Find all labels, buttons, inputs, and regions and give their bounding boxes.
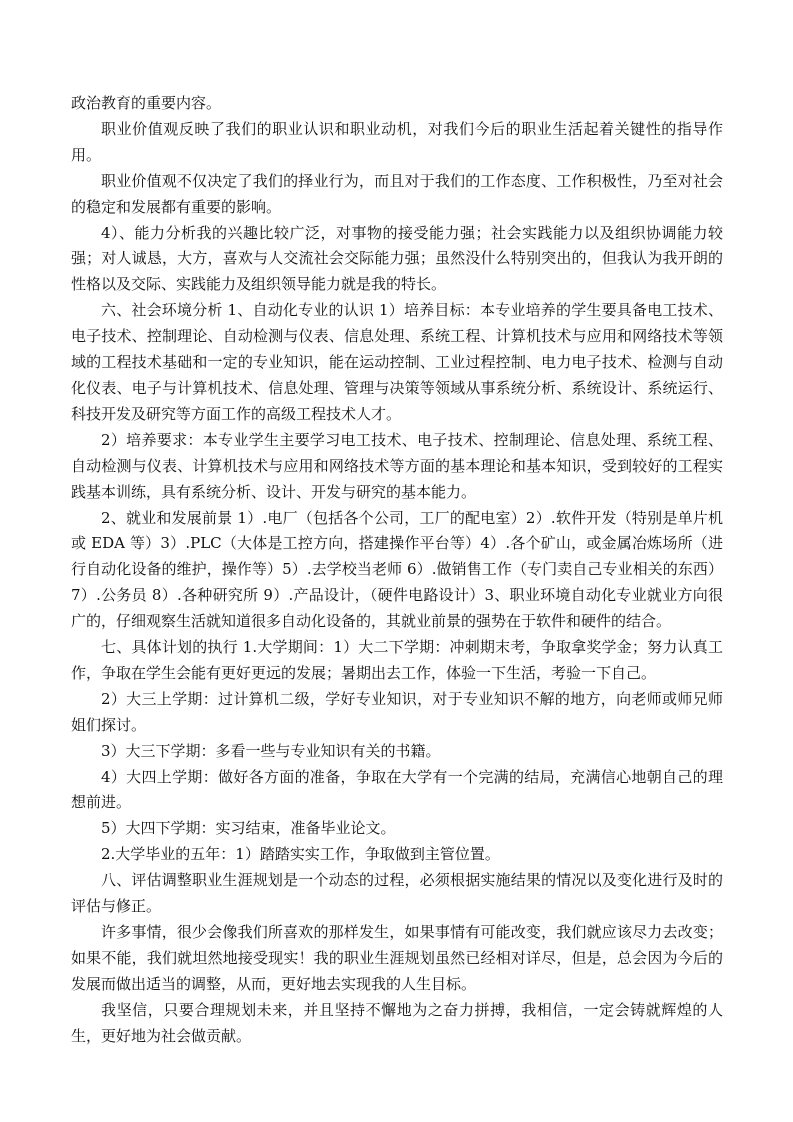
paragraph-5: 六、社会环境分析 1、自动化专业的认识 1）培养目标：本专业培养的学生要具备电工技术、电子技术、控制理论、自动检测与仪表、信息处理、系统工程、计算机技术与应用和网络技术等领域的工程技术基础和一定的专业知识，能在运动控制、工业过程控制、电力电子技术、检测与自动化仪表、电子与计算机技术、信息处理、管理与决策等领域从事系统分析、系统设计、系统运行、科技开发及研究等方面工作的高级工程技术人才。 bbox=[71, 301, 723, 423]
paragraph-13: 2.大学毕业的五年：1）踏踏实实工作，争取做到主管位置。 bbox=[101, 845, 500, 864]
paragraph-10: 3）大三下学期：多看一些与专业知识有关的书籍。 bbox=[101, 741, 441, 760]
paragraph-7: 2、就业和发展前景 1）.电厂（包括各个公司，工厂的配电室）2）.软件开发（特别是单片机或 EDA 等）3）.PLC（大体是工控方向，搭建操作平台等）4）.各个矿山，或金属冶炼场所（进行自动化设备的维护，操作等）5）.去学校当老师 6）.做销售工作（专门卖自己专业相关的东西）7）.公务员 8）.各种研究所 9）.产品设计，（硬件电路设计）3、职业环境自动化专业就业方向很广的，仔细观察生活就知道很多自动化设备的，其就业前景的强势在于软件和硬件的结合。 bbox=[71, 508, 723, 631]
document-body bbox=[71, 91, 723, 1050]
paragraph-3: 职业价值观不仅决定了我们的择业行为，而且对于我们的工作态度、工作积极性，乃至对社会的稳定和发展都有重要的影响。 bbox=[71, 171, 723, 216]
paragraph-14: 八、评估调整职业生涯规划是一个动态的过程，必须根据实施结果的情况以及变化进行及时的评估与修正。 bbox=[71, 871, 723, 916]
paragraph-8: 七、具体计划的执行 1.大学期间：1）大二下学期：冲刺期末考，争取拿奖学金；努力认真工作，争取在学生会能有更好更远的发展；暑期出去工作，体验一下生活，考验一下自己。 bbox=[71, 638, 723, 682]
paragraph-4: 4）、能力分析我的兴趣比较广泛，对事物的接受能力强；社会实践能力以及组织协调能力较强；对人诚恳，大方，喜欢与人交流社会交际能力强；虽然没什么特别突出的，但我认为我开朗的性格以及交际、实践能力及组织领导能力就是我的特长。 bbox=[71, 223, 723, 294]
paragraph-11: 4）大四上学期：做好各方面的准备，争取在大学有一个完满的结局，充满信心地朝自己的理想前进。 bbox=[71, 767, 723, 812]
paragraph-6: 2）培养要求：本专业学生主要学习电工技术、电子技术、控制理论、信息处理、系统工程、自动检测与仪表、计算机技术与应用和网络技术等方面的基本理论和基本知识，受到较好的工程实践基本训练，具有系统分析、设计、开发与研究的基本能力。 bbox=[71, 430, 723, 501]
paragraph-16: 我坚信，只要合理规划未来，并且坚持不懈地为之奋力拼搏，我相信，一定会铸就辉煌的人生，更好地为社会做贡献。 bbox=[71, 1000, 723, 1045]
paragraph-12: 5）大四下学期：实习结束，准备毕业论文。 bbox=[101, 819, 396, 838]
paragraph-9: 2）大三上学期：过计算机二级，学好专业知识，对于专业知识不解的地方，向老师或师兄师姐们探讨。 bbox=[71, 689, 723, 734]
paragraph-1: 政治教育的重要内容。 bbox=[71, 94, 222, 112]
paragraph-15: 许多事情，很少会像我们所喜欢的那样发生，如果事情有可能改变，我们就应该尽力去改变；如果不能，我们就坦然地接受现实！我的职业生涯规划虽然已经相对详尽，但是，总会因为今后的发展而做出适当的调整，从而，更好地去实现我的人生目标。 bbox=[71, 923, 723, 993]
paragraph-2: 职业价值观反映了我们的职业认识和职业动机，对我们今后的职业生活起着关键性的指导作用。 bbox=[71, 119, 723, 164]
